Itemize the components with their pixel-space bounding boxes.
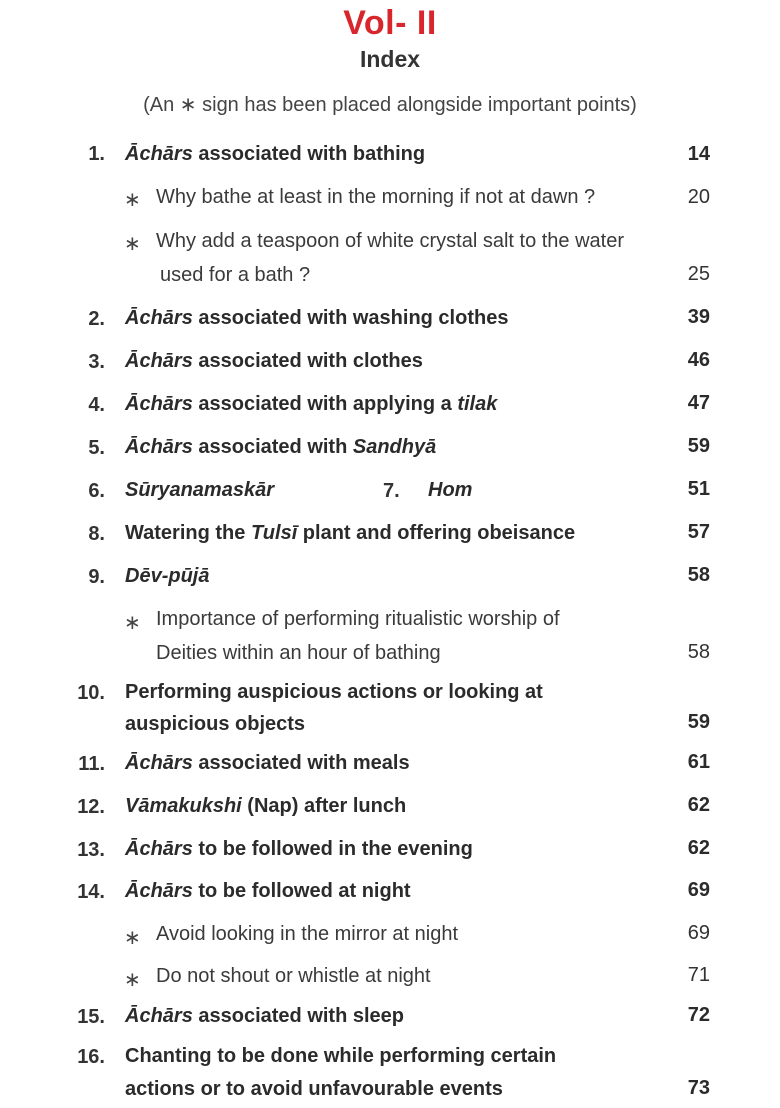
entry-page: 57	[687, 521, 710, 543]
subentry-text-line2: used for a bath ?	[160, 264, 311, 286]
subentry-text-line1: Importance of performing ritualistic worship of	[156, 608, 560, 630]
subentry-page: 69	[687, 922, 710, 944]
entry-page: 14	[687, 143, 710, 165]
star-icon: ∗	[124, 927, 141, 949]
entry-page: 59	[687, 711, 710, 733]
entry-page: 51	[687, 478, 710, 500]
entry-title-line2: actions or to avoid unfavourable events	[125, 1078, 503, 1100]
entry-title: Āchārs associated with applying a tilak	[125, 393, 498, 415]
star-icon: ∗	[124, 233, 141, 255]
entry-title-line1: Performing auspicious actions or looking at	[125, 681, 543, 703]
entry-number: 16.	[77, 1046, 105, 1068]
entry-number: 4.	[88, 394, 105, 416]
entry-page: 39	[687, 306, 710, 328]
star-icon: ∗	[124, 969, 141, 991]
entry-title: Hom	[428, 479, 473, 501]
entry-title: Āchārs associated with bathing	[125, 143, 426, 165]
entry-page: 61	[687, 751, 710, 773]
entry-number: 5.	[88, 437, 105, 459]
subentry-text-line1: Why add a teaspoon of white crystal salt to the water	[156, 230, 625, 252]
entry-number: 6.	[88, 480, 105, 502]
entry-number: 9.	[88, 566, 105, 588]
entry-title-line2: auspicious objects	[125, 713, 306, 735]
entry-number: 2.	[88, 308, 105, 330]
entry-number: 13.	[77, 839, 105, 861]
entry-title: Āchārs to be followed in the evening	[125, 838, 473, 860]
entry-title: Āchārs associated with clothes	[125, 350, 423, 372]
star-icon: ∗	[124, 612, 141, 634]
entry-page: 46	[687, 349, 710, 371]
entry-number: 8.	[88, 523, 105, 545]
star-icon: ∗	[124, 189, 141, 211]
important-points-note: (An ∗ sign has been placed alongside important points)	[143, 94, 637, 116]
volume-title: Vol- II	[343, 4, 437, 42]
entry-title: Āchārs associated with sleep	[125, 1005, 405, 1027]
entry-title: Sūryanamaskār	[125, 479, 274, 501]
entry-title: Āchārs to be followed at night	[125, 880, 411, 902]
entry-number: 14.	[77, 881, 105, 903]
entry-number: 11.	[78, 753, 105, 775]
entry-page: 69	[687, 879, 710, 901]
entry-number: 7.	[383, 480, 400, 502]
subentry-page: 20	[687, 186, 710, 208]
entry-title: Vāmakukshi (Nap) after lunch	[125, 795, 407, 817]
entry-title: Āchārs associated with Sandhyā	[125, 436, 437, 458]
subentry-page: 25	[687, 263, 710, 285]
entry-title: Āchārs associated with meals	[125, 752, 410, 774]
entry-number: 1.	[88, 143, 105, 165]
entry-page: 72	[687, 1004, 710, 1026]
entry-number: 15.	[77, 1006, 105, 1028]
entry-page: 73	[687, 1077, 710, 1099]
subentry-text-line2: Deities within an hour of bathing	[156, 642, 441, 664]
subentry-text: Avoid looking in the mirror at night	[156, 923, 459, 945]
entry-title: Watering the Tulsī plant and offering obeisance	[125, 522, 576, 544]
entry-page: 58	[687, 564, 710, 586]
entry-page: 62	[687, 794, 710, 816]
entry-number: 10.	[77, 682, 105, 704]
index-heading: Index	[359, 46, 421, 72]
subentry-page: 58	[687, 641, 710, 663]
entry-number: 3.	[88, 351, 105, 373]
subentry-text: Why bathe at least in the morning if not at dawn ?	[156, 186, 596, 208]
entry-page: 59	[687, 435, 710, 457]
entry-title-line1: Chanting to be done while performing certain	[125, 1045, 557, 1067]
entry-title: Āchārs associated with washing clothes	[125, 307, 509, 329]
subentry-page: 71	[687, 964, 710, 986]
subentry-text: Do not shout or whistle at night	[156, 965, 431, 987]
entry-title: Dēv-pūjā	[125, 565, 210, 587]
entry-page: 47	[687, 392, 710, 414]
entry-page: 62	[687, 837, 710, 859]
entry-number: 12.	[77, 796, 105, 818]
